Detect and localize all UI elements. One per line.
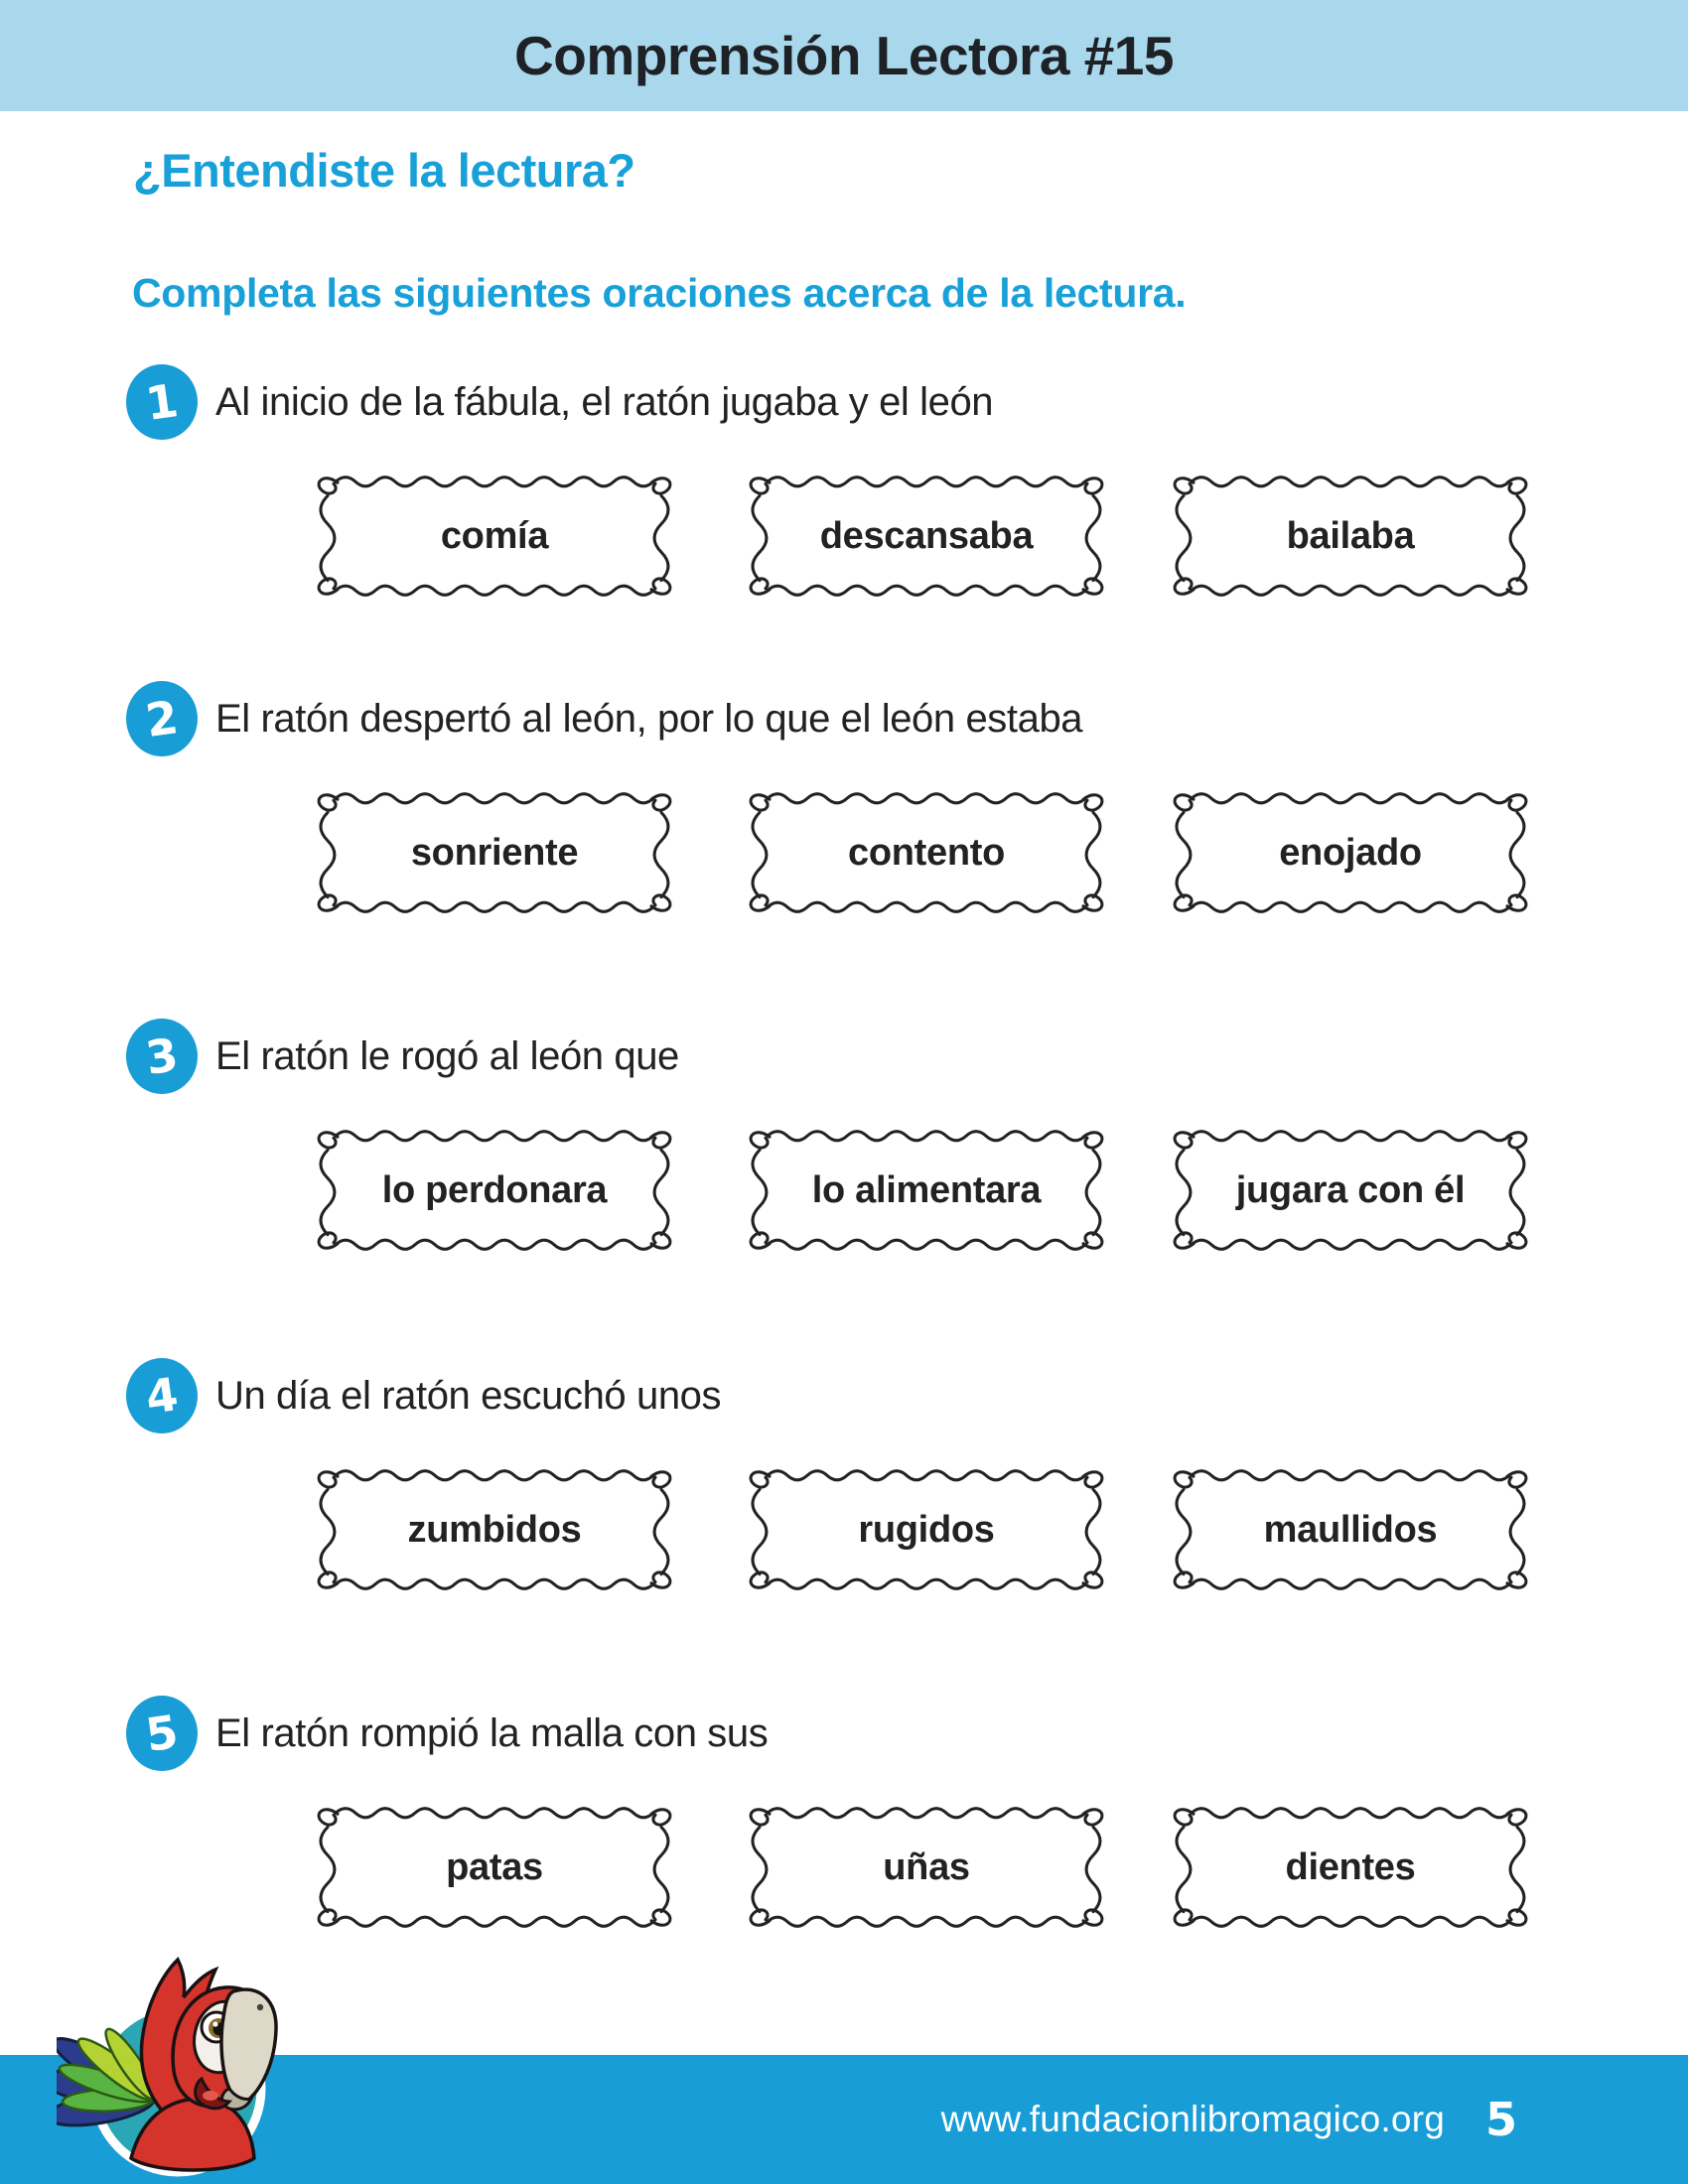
- answer-option[interactable]: [300, 466, 689, 607]
- options-row: [0, 1797, 1688, 1938]
- question-text: Un día el ratón escuchó unos: [215, 1373, 722, 1418]
- instruction-text: Completa las siguientes oraciones acerca de la lectura.: [132, 270, 1187, 316]
- answer-option[interactable]: [732, 1120, 1121, 1261]
- answer-option[interactable]: [1156, 1120, 1545, 1261]
- options-row: [0, 782, 1688, 923]
- answer-option[interactable]: [1156, 1797, 1545, 1938]
- options-row: [0, 1459, 1688, 1600]
- answer-option[interactable]: [300, 1797, 689, 1938]
- question-number-badge: [126, 1358, 198, 1433]
- answer-option-label: rugidos: [858, 1508, 995, 1551]
- answer-option[interactable]: [300, 1120, 689, 1261]
- answer-option[interactable]: [1156, 466, 1545, 607]
- answer-option[interactable]: [1156, 1459, 1545, 1600]
- answer-option[interactable]: [300, 782, 689, 923]
- question-block-5: [0, 1696, 1688, 1954]
- question-number: 1: [142, 373, 182, 431]
- question-number: 5: [142, 1705, 182, 1762]
- question-block-2: [0, 681, 1688, 939]
- question-number-badge: [126, 1696, 198, 1771]
- question-block-1: [0, 364, 1688, 622]
- header-band: [0, 0, 1688, 111]
- answer-option-label: patas: [446, 1845, 543, 1888]
- answer-option-label: lo alimentara: [811, 1168, 1042, 1211]
- page-number: 5: [1485, 2093, 1518, 2146]
- answer-option-label: comía: [440, 514, 549, 557]
- answer-option[interactable]: [732, 1797, 1121, 1938]
- answer-option-label: sonriente: [410, 831, 579, 874]
- answer-option-label: uñas: [883, 1845, 970, 1888]
- question-text: El ratón rompió la malla con sus: [215, 1710, 769, 1755]
- question-text: El ratón le rogó al león que: [215, 1033, 679, 1078]
- footer-url: www.fundacionlibromagico.org: [940, 2099, 1445, 2139]
- parrot-mascot-icon: [57, 1922, 300, 2184]
- answer-option-label: zumbidos: [407, 1508, 582, 1551]
- question-number-badge: [126, 364, 198, 440]
- answer-option[interactable]: [732, 1459, 1121, 1600]
- question-number-badge: [126, 681, 198, 756]
- options-row: [0, 1120, 1688, 1261]
- question-number-badge: [126, 1019, 198, 1094]
- answer-option-label: descansaba: [819, 514, 1034, 557]
- answer-option-label: enojado: [1279, 831, 1422, 874]
- answer-option-label: jugara con él: [1235, 1168, 1466, 1211]
- question-number: 3: [142, 1027, 182, 1085]
- answer-option[interactable]: [1156, 782, 1545, 923]
- options-row: [0, 466, 1688, 607]
- question-text: Al inicio de la fábula, el ratón jugaba y el león: [215, 379, 994, 424]
- answer-option-label: bailaba: [1286, 514, 1415, 557]
- answer-option[interactable]: [732, 782, 1121, 923]
- question-block-4: [0, 1358, 1688, 1616]
- question-text: El ratón despertó al león, por lo que el león estaba: [215, 696, 1083, 741]
- question-number: 2: [142, 690, 182, 748]
- section-heading: ¿Entendiste la lectura?: [133, 144, 635, 197]
- page-title: Comprensión Lectora #15: [514, 25, 1174, 86]
- answer-option-label: lo perdonara: [381, 1168, 608, 1211]
- question-block-3: [0, 1019, 1688, 1277]
- answer-option[interactable]: [732, 466, 1121, 607]
- answer-option-label: dientes: [1285, 1845, 1416, 1888]
- answer-option[interactable]: [300, 1459, 689, 1600]
- answer-option-label: maullidos: [1263, 1508, 1438, 1551]
- question-number: 4: [142, 1367, 182, 1425]
- answer-option-label: contento: [847, 831, 1006, 874]
